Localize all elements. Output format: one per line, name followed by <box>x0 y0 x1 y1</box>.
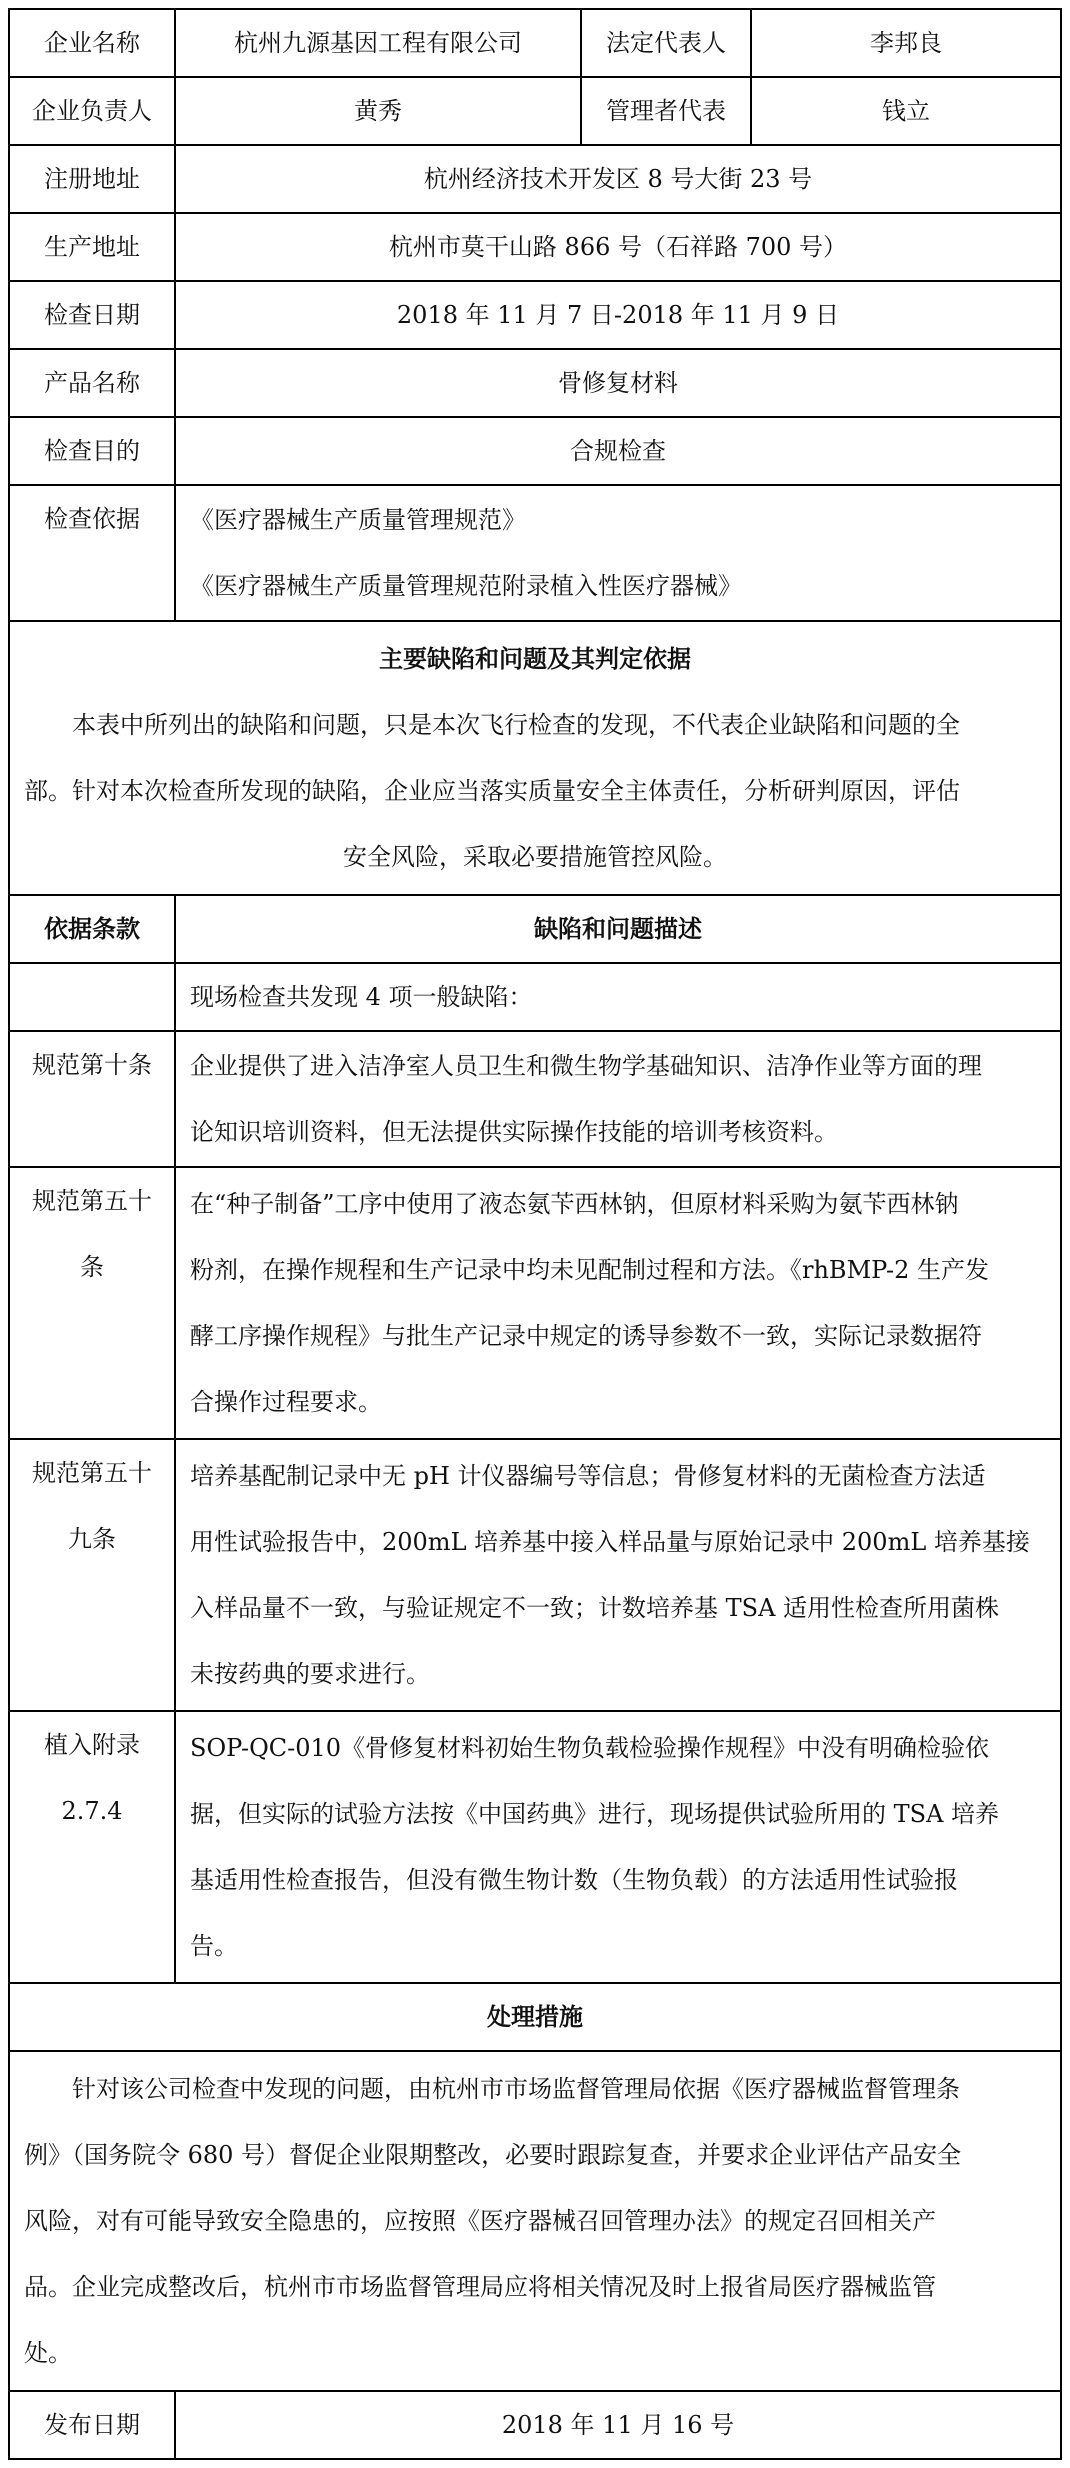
reg-addr-value: 杭州经济技术开发区 8 号大街 23 号 <box>175 145 1061 213</box>
defect-desc-line: 入样品量不一致，与验证规定不一致；计数培养基 TSA 适用性检查所用菌株 <box>190 1594 1000 1622</box>
defects-summary: 现场检查共发现 4 项一般缺陷： <box>175 963 1061 1031</box>
defect-desc-line: 论知识培训资料，但无法提供实际操作技能的培训考核资料。 <box>190 1118 838 1146</box>
defects-intro-cell <box>9 621 1061 895</box>
prod-addr-value: 杭州市莫干山路 866 号（石祥路 700 号） <box>175 213 1061 281</box>
defect-clause-line: 规范第五十 <box>32 1459 152 1487</box>
defect-desc-line: 在“种子制备”工序中使用了液态氨苄西林钠，但原材料采购为氨苄西林钠 <box>190 1190 959 1218</box>
defect-desc-line: 告。 <box>190 1932 238 1960</box>
defect-desc-line: 酵工序操作规程》与批生产记录中规定的诱导参数不一致，实际记录数据符 <box>190 1322 982 1350</box>
legal-rep-value: 李邦良 <box>751 9 1061 77</box>
product-label: 产品名称 <box>9 349 175 417</box>
defect-desc-line: 合操作过程要求。 <box>190 1388 382 1416</box>
defect-desc-line: 粉剂，在操作规程和生产记录中均未见配制过程和方法。《rhBMP-2 生产发 <box>190 1256 989 1284</box>
purpose-label: 检查目的 <box>9 417 175 485</box>
defect-desc-line: 基适用性检查报告，但没有微生物计数（生物负载）的方法适用性试验报 <box>190 1866 958 1894</box>
release-value: 2018 年 11 月 16 号 <box>175 2391 1061 2459</box>
basis-item: 《医疗器械生产质量管理规范》 <box>190 506 526 534</box>
reg-addr-label: 注册地址 <box>9 145 175 213</box>
defects-intro-line: 安全风险，采取必要措施管控风险。 <box>343 843 727 871</box>
basis-values <box>175 485 1061 621</box>
measures-line: 品。企业完成整改后，杭州市市场监督管理局应将相关情况及时上报省局医疗器械监管 <box>24 2273 936 2301</box>
release-label: 发布日期 <box>9 2391 175 2459</box>
measures-body <box>9 2051 1061 2391</box>
defect-clause-line: 规范第五十 <box>32 1187 152 1215</box>
mgmt-rep-value: 钱立 <box>751 77 1061 145</box>
measures-line: 针对该公司检查中发现的问题，由杭州市市场监督管理局依据《医疗器械监督管理条 <box>72 2075 960 2103</box>
defect-desc <box>175 1167 1061 1439</box>
defect-desc-line: 企业提供了进入洁净室人员卫生和微生物学基础知识、洁净作业等方面的理 <box>190 1052 982 1080</box>
summary-clause-empty <box>9 963 175 1031</box>
basis-label: 检查依据 <box>9 485 175 621</box>
col-clause-header: 依据条款 <box>9 895 175 963</box>
defects-intro-line: 本表中所列出的缺陷和问题，只是本次飞行检查的发现，不代表企业缺陷和问题的全 <box>72 711 960 739</box>
measures-line: 处。 <box>24 2339 72 2367</box>
defect-clause <box>9 1031 175 1167</box>
product-value: 骨修复材料 <box>175 349 1061 417</box>
principal-value: 黄秀 <box>175 77 581 145</box>
defect-desc <box>175 1711 1061 1983</box>
principal-label: 企业负责人 <box>9 77 175 145</box>
company-value: 杭州九源基因工程有限公司 <box>175 9 581 77</box>
date-label: 检查日期 <box>9 281 175 349</box>
defect-clause <box>9 1167 175 1439</box>
measures-title: 处理措施 <box>9 1983 1061 2051</box>
defect-desc-line: 据，但实际的试验方法按《中国药典》进行，现场提供试验所用的 TSA 培养 <box>190 1800 1000 1828</box>
measures-line: 例》（国务院令 680 号）督促企业限期整改，必要时跟踪复查，并要求企业评估产品安全 <box>24 2141 962 2169</box>
defect-desc-line: 培养基配制记录中无 pH 计仪器编号等信息；骨修复材料的无菌检查方法适 <box>190 1462 986 1490</box>
basis-item: 《医疗器械生产质量管理规范附录植入性医疗器械》 <box>190 572 742 600</box>
date-value: 2018 年 11 月 7 日-2018 年 11 月 9 日 <box>175 281 1061 349</box>
purpose-value: 合规检查 <box>175 417 1061 485</box>
defect-clause <box>9 1439 175 1711</box>
defect-clause <box>9 1711 175 1983</box>
defect-desc-line: 用性试验报告中，200mL 培养基中接入样品量与原始记录中 200mL 培养基接 <box>190 1528 1030 1556</box>
defect-clause-line: 规范第十条 <box>32 1051 152 1079</box>
defect-desc <box>175 1439 1061 1711</box>
defects-intro-line: 部。针对本次检查所发现的缺陷，企业应当落实质量安全主体责任，分析研判原因，评估 <box>24 777 960 805</box>
defects-title: 主要缺陷和问题及其判定依据 <box>379 645 691 673</box>
defect-desc <box>175 1031 1061 1167</box>
prod-addr-label: 生产地址 <box>9 213 175 281</box>
col-desc-header: 缺陷和问题描述 <box>175 895 1061 963</box>
company-label: 企业名称 <box>9 9 175 77</box>
mgmt-rep-label: 管理者代表 <box>581 77 751 145</box>
defect-desc-line: SOP-QC-010《骨修复材料初始生物负载检验操作规程》中没有明确检验依 <box>190 1734 990 1762</box>
inspection-report-table <box>8 8 1060 2460</box>
defect-clause-line: 2.7.4 <box>61 1797 123 1825</box>
defect-clause-line: 条 <box>80 1253 104 1281</box>
measures-line: 风险，对有可能导致安全隐患的，应按照《医疗器械召回管理办法》的规定召回相关产 <box>24 2207 936 2235</box>
defect-clause-line: 九条 <box>68 1525 116 1553</box>
defect-clause-line: 植入附录 <box>44 1731 140 1759</box>
legal-rep-label: 法定代表人 <box>581 9 751 77</box>
defect-desc-line: 未按药典的要求进行。 <box>190 1660 430 1688</box>
